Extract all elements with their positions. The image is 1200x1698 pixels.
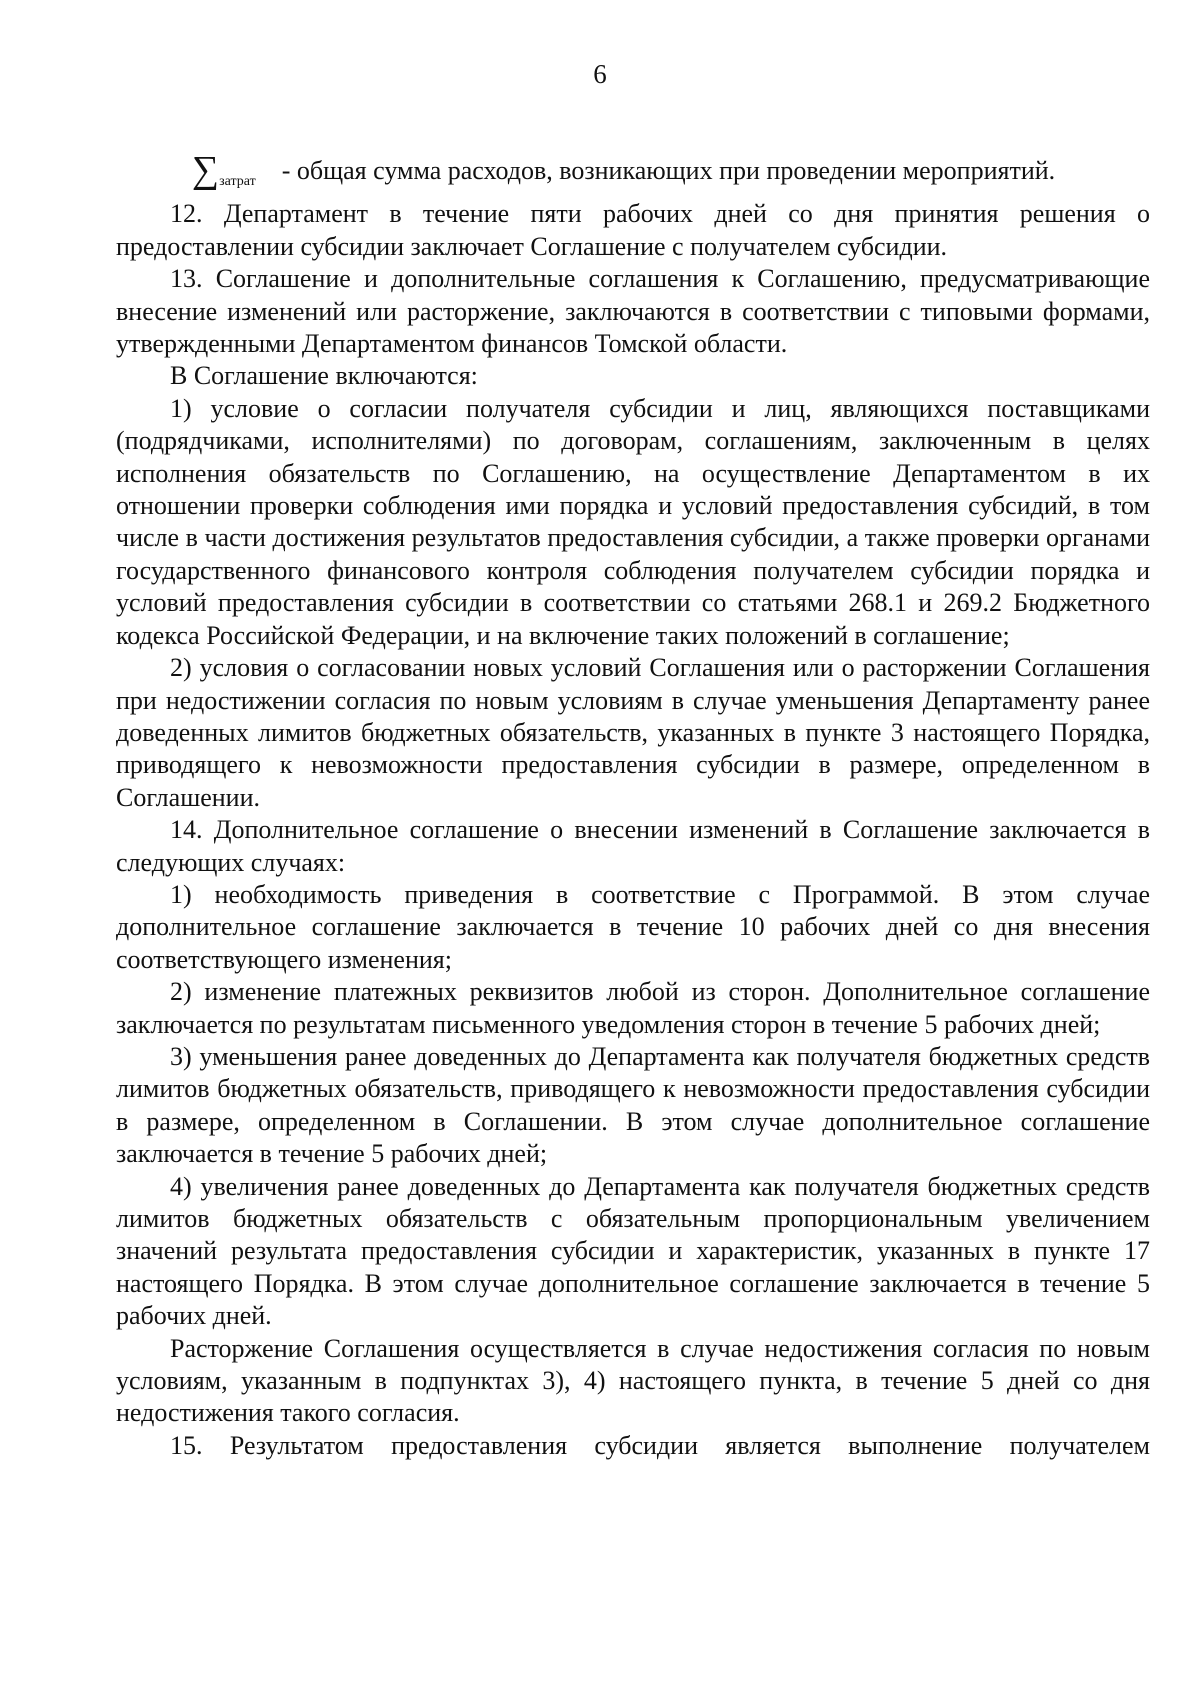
- paragraph-13-item-2: 2) условия о согласовании новых условий Соглашения или о расторжении Соглашения при недостижении согласия по новым условиям в случае уменьшения Департаменту ранее доведенных лимитов бюджетных обязательств, указанных в пункте 3 настоящего Порядка, приводящего к невозможности предоставления субсидии в размере, определенном в Соглашении.: [116, 653, 1150, 812]
- paragraph-14-item-2: 2) изменение платежных реквизитов любой из сторон. Дополнительное соглашение заключается по результатам письменного уведомления сторон в течение 5 рабочих дней;: [116, 977, 1150, 1039]
- sigma-definition: [116, 149, 1150, 198]
- paragraph-termination: Расторжение Соглашения осуществляется в случае недостижения согласия по новым условиям, указанным в подпунктах 3), 4) настоящего пункта, в течение 5 дней со дня недостижения такого согласия.: [116, 1333, 1150, 1428]
- document-body: [116, 149, 1150, 1462]
- paragraph-13-item-1: 1) условие о согласии получателя субсидии и лиц, являющихся поставщиками (подрядчиками, исполнителями) по договорам, соглашениям, заключенным в целях исполнения обязательств по Соглашению, на осуществление Департаментом в их отношении проверки соблюдения ими порядка и условий предоставления субсидий, в том числе в части достижения результатов предоставления субсидии, а также проверки органами государственного финансового контроля соблюдения получателем субсидии порядка и условий предоставления субсидии в соответствии со статьями 268.1 и 269.2 Бюджетного кодекса Российской Федерации, и на включение таких положений в соглашение;: [116, 393, 1150, 650]
- paragraph-15: 15. Результатом предоставления субсидии является выполнение получателем: [170, 1430, 1150, 1460]
- sigma-symbol: ∑: [192, 149, 220, 191]
- page-number: 6: [593, 59, 607, 89]
- paragraph-12: 12. Департамент в течение пяти рабочих дней со дня принятия решения о предоставлении субсидии заключает Соглашение с получателем субсидии.: [116, 199, 1150, 261]
- paragraph-14: 14. Дополнительное соглашение о внесении изменений в Соглашение заключается в следующих случаях:: [116, 815, 1150, 877]
- paragraph-14-item-1: 1) необходимость приведения в соответствие с Программой. В этом случае дополнительное соглашение заключается в течение 10 рабочих дней со дня внесения соответствующего изменения;: [116, 879, 1150, 974]
- paragraph-14-item-4: 4) увеличения ранее доведенных до Департамента как получателя бюджетных средств лимитов бюджетных обязательств с обязательным пропорциональным увеличением значений результата предоставления субсидии и характеристик, указанных в пункте 17 настоящего Порядка. В этом случае дополнительное соглашение заключается в течение 5 рабочих дней.: [116, 1171, 1150, 1331]
- paragraph-agreement-includes: В Соглашение включаются:: [170, 361, 478, 391]
- paragraph-14-item-3: 3) уменьшения ранее доведенных до Департамента как получателя бюджетных средств лимитов бюджетных обязательств, приводящего к невозможности предоставления субсидии в размере, определенном в Соглашении. В этом случае дополнительное соглашение заключается в течение 5 рабочих дней;: [116, 1041, 1150, 1169]
- sigma-subscript: затрат: [219, 174, 256, 189]
- sigma-definition-text: - общая сумма расходов, возникающих при проведении мероприятий.: [281, 156, 1056, 185]
- paragraph-13: 13. Соглашение и дополнительные соглашения к Соглашению, предусматривающие внесение изменений или расторжение, заключаются в соответствии с типовыми формами, утвержденными Департаментом финансов Томской области.: [116, 264, 1150, 359]
